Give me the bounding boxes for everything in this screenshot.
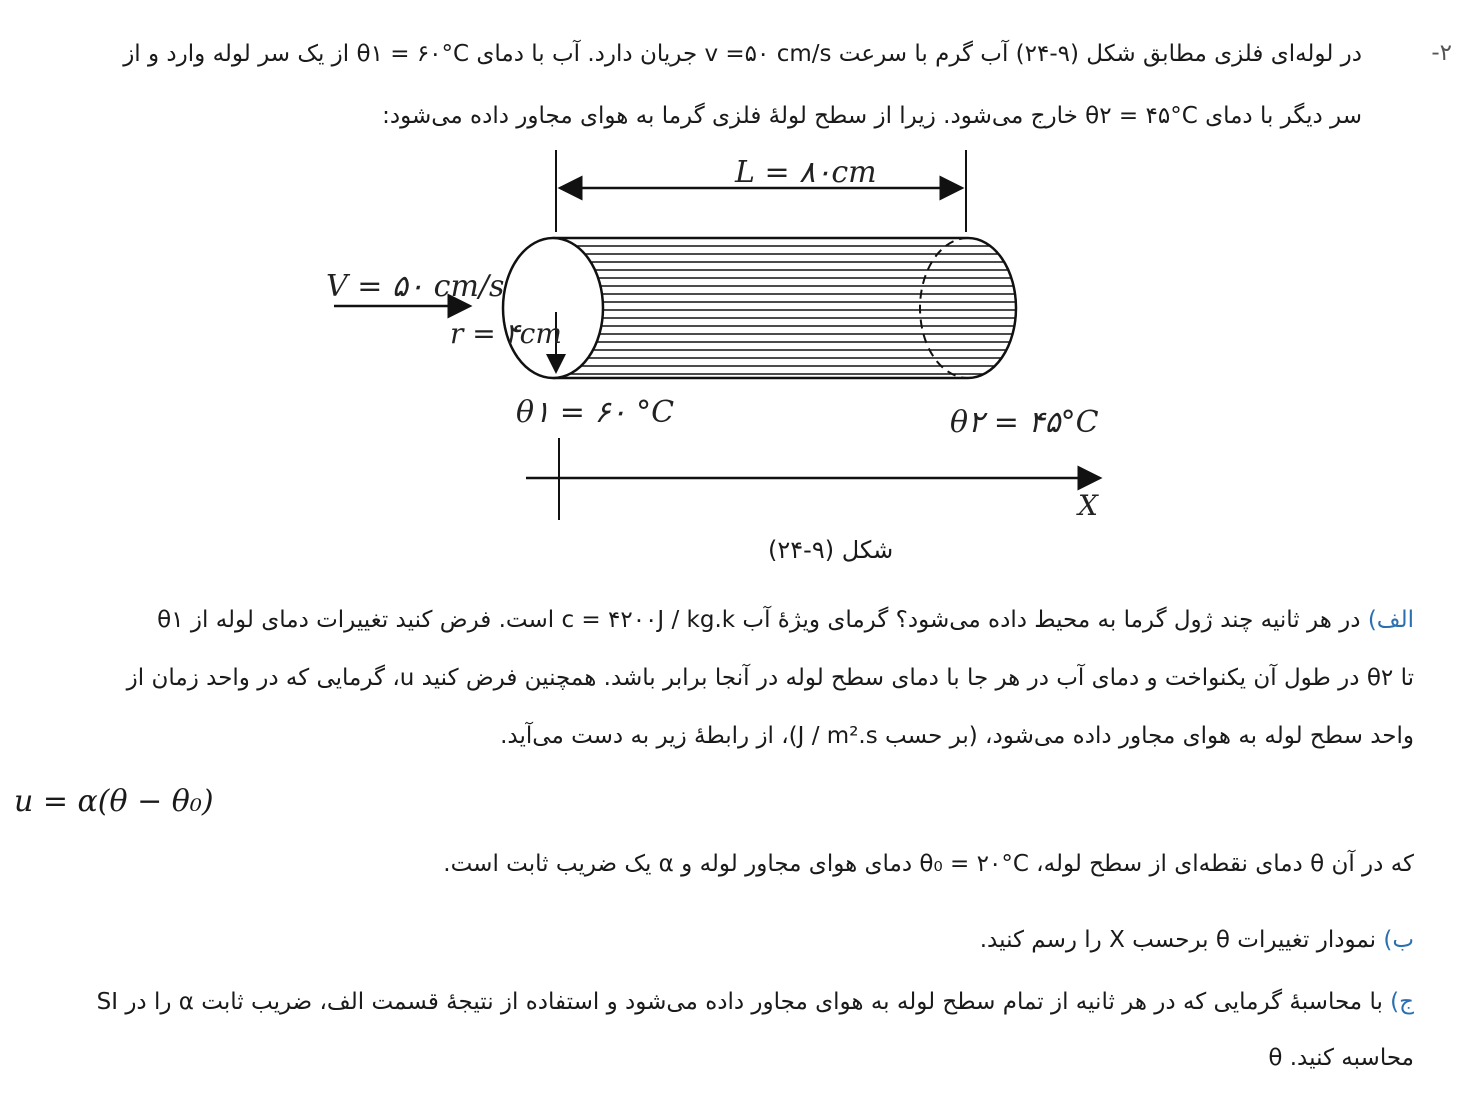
intro-line-2: سر دیگر با دمای θ۲ = ۴۵°C خارج می‌شود. زیرا از سطح لولهٔ فلزی گرما به هوای مجاور داده می‌شود: (382, 103, 1362, 129)
radius-label: r = ۴cm (450, 317, 562, 350)
pipe-left-opening (503, 238, 603, 378)
part-c-line-1 (97, 986, 1414, 1018)
part-b-line (980, 924, 1414, 956)
part-a-line-1 (157, 604, 1414, 636)
velocity-label: V = ۵۰ cm/s (326, 269, 505, 304)
part-b-text: نمودار تغییرات θ برحسب X را رسم کنید. (979, 927, 1377, 953)
pipe-right-end-outer (968, 238, 1016, 378)
part-a-line-2: تا θ۲ در طول آن یکنواخت و دمای آب در هر جا با دمای سطح لوله در آنجا برابر باشد. همچنین فرض کنید u، گرمایی که در واحد زمان از (126, 665, 1414, 691)
formula-explanation: که در آن θ دمای نقطه‌ای از سطح لوله، θ₀ = ۲۰°C دمای هوای مجاور لوله و α یک ضریب ثابت است. (443, 851, 1414, 877)
theta1-label: θ۱ = ۶۰ °C (516, 395, 675, 430)
figure-caption: شکل (۹-۲۴) (768, 536, 894, 564)
pipe-hatching (540, 246, 1030, 374)
pipe-right-end-hidden (920, 238, 968, 378)
pipe-figure (0, 0, 1472, 540)
x-axis-label: X (1078, 489, 1098, 522)
part-c-text-1: با محاسبهٔ گرمایی که در هر ثانیه از تمام سطح لوله به هوای مجاور داده می‌شود و استفاده از نتیجهٔ قسمت الف، ضریب ثابت α را در SI (96, 989, 1383, 1015)
heat-flux-formula: u = α(θ − θ₀) (14, 784, 214, 819)
part-a-line-3: واحد سطح لوله به هوای مجاور داده می‌شود، (بر حسب J / m².s)، از رابطهٔ زیر به دست می‌آید. (500, 723, 1414, 749)
length-label: L = ۸۰cm (735, 155, 877, 190)
theta2-label: θ۲ = ۴۵°C (950, 405, 1099, 440)
part-c-label: ج) (1390, 989, 1414, 1015)
part-b-label: ب) (1383, 927, 1414, 953)
part-c-line-2: محاسبه کنید. θ (1268, 1045, 1414, 1071)
intro-line-1: در لوله‌ای فلزی مطابق شکل (۹-۲۴) آب گرم با سرعت v =۵۰ cm/s جریان دارد. آب با دمای θ۱ = ۶۰°C از یک سر لوله وارد و از (123, 41, 1362, 67)
problem-number: -۲ (1431, 40, 1452, 66)
part-a-text-1: در هر ثانیه چند ژول گرما به محیط داده می‌شود؟ گرمای ویژهٔ آب c = ۴۲۰۰J / kg.k است. فرض کنید تغییرات دمای لوله از θ۱ (157, 607, 1361, 633)
part-a-label: الف) (1367, 607, 1414, 633)
